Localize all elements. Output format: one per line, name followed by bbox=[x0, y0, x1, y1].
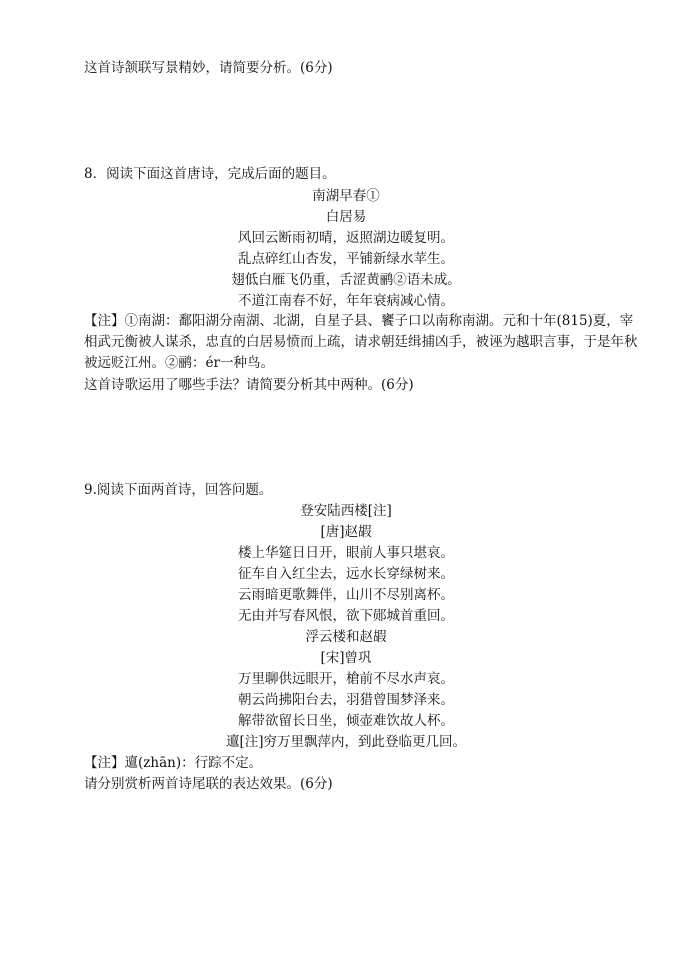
question-9-prompt: 请分别赏析两首诗尾联的表达效果。(6分) bbox=[84, 776, 333, 792]
poem-line: 云雨暗更歌舞伴，山川不尽别离杯。 bbox=[238, 587, 454, 603]
poem-line: 乱点碎红山杏发，平铺新绿水苹生。 bbox=[238, 251, 454, 267]
question-7-prompt: 这首诗颔联写景精妙，请简要分析。(6分) bbox=[84, 60, 333, 76]
poem-line: 朝云尚拂阳台去，羽猎曾围梦泽来。 bbox=[238, 692, 454, 708]
question-8-header: 8．阅读下面这首唐诗，完成后面的题目。 bbox=[84, 166, 336, 182]
poem-annotation: 【注】邅(zhān)：行踪不定。 bbox=[84, 755, 263, 771]
poem-title: 浮云楼和赵嘏 bbox=[305, 629, 387, 645]
poem-author: [宋]曾巩 bbox=[320, 650, 372, 666]
poem-title: 登安陆西楼[注] bbox=[300, 503, 392, 519]
poem-line: 解带欲留长日坐，倾壶难饮故人杯。 bbox=[238, 713, 454, 729]
poem-author: [唐]赵嘏 bbox=[320, 524, 372, 540]
poem-line: 楼上华筵日日开，眼前人事只堪哀。 bbox=[238, 545, 454, 561]
poem-line: 万里聊供远眼开，槍前不尽水声哀。 bbox=[238, 671, 454, 687]
question-8-prompt: 这首诗歌运用了哪些手法？请简要分析其中两种。(6分) bbox=[84, 377, 414, 393]
poem-line: 翅低白雁飞仍重，舌涩黄鹂②语未成。 bbox=[231, 272, 461, 288]
poem-line: 邅[注]穷万里飘萍内，到此登临更几回。 bbox=[225, 734, 467, 750]
poem-line: 征车自入红尘去，远水长穿绿树来。 bbox=[238, 566, 454, 582]
poem-title: 南湖早春① bbox=[312, 188, 380, 204]
poem-line: 无由并写春风恨，欲下郧城首重回。 bbox=[238, 608, 454, 624]
poem-line: 不道江南春不好，年年衰病减心情。 bbox=[238, 293, 454, 309]
poem-line: 风回云断雨初晴，返照湖边暖复明。 bbox=[238, 230, 454, 246]
poem-author: 白居易 bbox=[325, 209, 367, 225]
poem-annotation: 【注】①南湖：鄱阳湖分南湖、北湖，自星子县、饔子口以南称南湖。元和十年(815)夏，宰相武元衡被人谋杀，忠直的白居易愤而上疏，请求朝廷缉捕凶手，被诬为越职言事，于是年秋被远贬江州。②鹂：ér一种鸟。 bbox=[84, 313, 638, 371]
question-9-header: 9.阅读下面两首诗，回答问题。 bbox=[84, 482, 273, 498]
